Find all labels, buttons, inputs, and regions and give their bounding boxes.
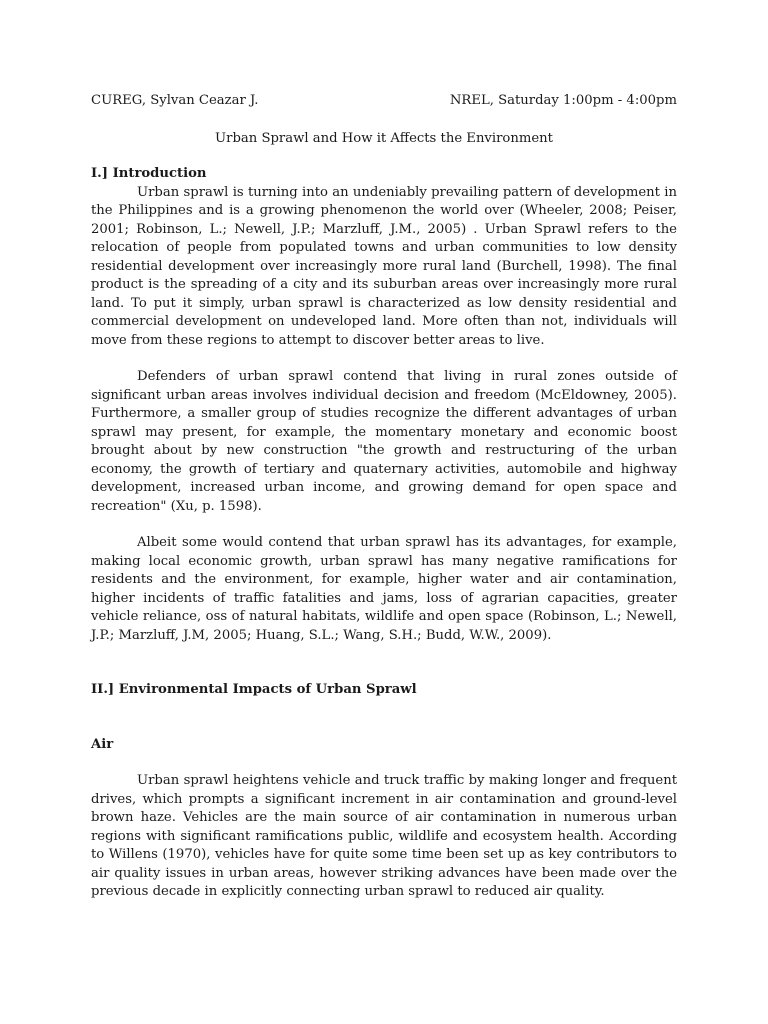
- paragraph: Albeit some would contend that urban sprawl has its advantages, for example, making local economic growth, urban sprawl has many negative ramifications for residents and the environment, for example, higher water and air contamination, higher incidents of traffic fatalities and jams, loss of agrarian capacities, greater vehicle reliance, oss of natural habitats, wildlife and open space (Robinson, L.; Newell, J.P.; Marzluff, J.M, 2005; Huang, S.L.; Wang, S.H.; Budd, W.W., 2009).: [91, 535, 677, 643]
- class-info: NREL, Saturday 1:00pm - 4:00pm: [449, 93, 677, 108]
- paragraph: Urban sprawl heightens vehicle and truck traffic by making longer and frequent drives, which prompts a significant increment in air contamination and ground-level brown haze. Vehicles are the main source of air contamination in numerous urban regions with significant ramifications public, wildlife and ecosystem health. According to Willens (1970), vehicles have for quite some time been set up as key contributors to air quality issues in urban areas, however striking advances have been made over the previous decade in explicitly connecting urban sprawl to reduced air quality.: [91, 773, 677, 899]
- paragraph: Defenders of urban sprawl contend that living in rural zones outside of significant urban areas involves individual decision and freedom (McEldowney, 2005). Furthermore, a smaller group of studies recognize the different advantages of urban sprawl may present, for example, the momentary monetary and economic boost brought about by new construction "the growth and restructuring of the urban economy, the growth of tertiary and quaternary activities, automobile and highway development, increased urban income, and growing demand for open space and recreation" (Xu, p. 1598).: [91, 369, 677, 514]
- section-heading-introduction: I.] Introduction: [91, 166, 207, 181]
- section-heading-environmental-impacts: II.] Environmental Impacts of Urban Sprawl: [91, 682, 417, 697]
- page-header: [91, 92, 677, 111]
- document-title: Urban Sprawl and How it Affects the Environment: [215, 130, 553, 146]
- paragraph: Urban sprawl is turning into an undeniably prevailing pattern of development in the Philippines and is a growing phenomenon the world over (Wheeler, 2008; Peiser, 2001; Robinson, L.; Newell, J.P.; Marzluff, J.M., 2005) . Urban Sprawl refers to the relocation of people from populated towns and urban communities to low density residential development over increasingly more rural land (Burchell, 1998). The final product is the spreading of a city and its suburban areas over increasingly more rural land. To put it simply, urban sprawl is characterized as low density residential and commercial development on undeveloped land. More often than not, individuals will move from these regions to attempt to discover better areas to live.: [91, 184, 677, 348]
- author-name: CUREG, Sylvan Ceazar J.: [91, 93, 259, 108]
- subheading-air: Air: [91, 736, 114, 752]
